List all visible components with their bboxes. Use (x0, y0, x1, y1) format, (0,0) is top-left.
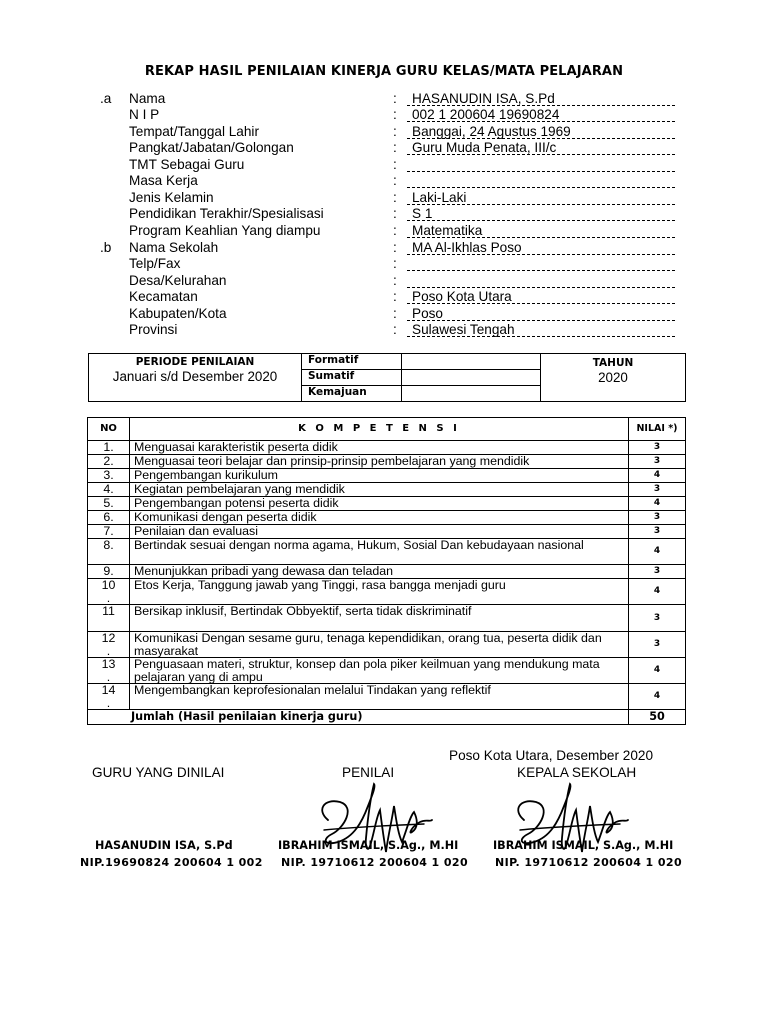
competency-no: 10 . (88, 579, 130, 605)
identity-colon: : (393, 107, 397, 122)
section-a-label: .a (100, 91, 112, 106)
competency-row (88, 441, 686, 455)
competency-name: Pengembangan kurikulum (130, 469, 629, 483)
period-value: Januari s/d Desember 2020 (112, 369, 278, 384)
identity-row (0, 289, 768, 305)
identity-colon: : (393, 190, 397, 205)
identity-colon: : (393, 240, 397, 255)
identity-colon: : (393, 206, 397, 221)
identity-row (0, 306, 768, 322)
assessor-name: IBRAHIM ISMAIL, S.Ag., M.HI (278, 839, 459, 852)
period-kemajuan-mark (402, 386, 541, 402)
competency-no: 14 . (88, 684, 130, 710)
period-formatif-mark (402, 354, 541, 370)
identity-row (0, 140, 768, 156)
identity-colon: : (393, 306, 397, 321)
competency-score: 3 (629, 511, 686, 525)
principal-role: KEPALA SEKOLAH (517, 765, 637, 780)
identity-row (0, 240, 768, 256)
competency-no: 9. (88, 565, 130, 579)
assessor-nip: NIP. 19710612 200604 1 020 (281, 856, 469, 869)
identity-label: Pendidikan Terakhir/Spesialisasi (129, 206, 324, 221)
period-type-formatif: Formatif (302, 354, 402, 370)
year-value: 2020 (598, 370, 628, 385)
identity-row (0, 322, 768, 338)
identity-value: Matematika (407, 223, 675, 238)
competency-name: Komunikasi Dengan sesame guru, tenaga kependidikan, orang tua, peserta didik dan masyarakat (130, 632, 629, 658)
competency-score: 4 (629, 579, 686, 605)
identity-value: MA Al-Ikhlas Poso (407, 240, 675, 255)
competency-row (88, 684, 686, 710)
competency-header-row (88, 418, 686, 441)
competency-no: 1. (88, 441, 130, 455)
identity-colon: : (393, 273, 397, 288)
competency-score: 4 (629, 469, 686, 483)
identity-label: Tempat/Tanggal Lahir (129, 124, 259, 139)
competency-score: 3 (629, 483, 686, 497)
competency-name: Menunjukkan pribadi yang dewasa dan teladan (130, 565, 629, 579)
identity-value (407, 273, 675, 288)
competency-score: 4 (629, 539, 686, 565)
header-score: NILAI *) (629, 418, 686, 441)
competency-score: 3 (629, 605, 686, 632)
competency-score: 3 (629, 565, 686, 579)
identity-label: Desa/Kelurahan (129, 273, 227, 288)
identity-row (0, 107, 768, 123)
identity-value: Guru Muda Penata, III/c (407, 140, 675, 155)
competency-name: Pengembangan potensi peserta didik (130, 497, 629, 511)
period-type-kemajuan: Kemajuan (302, 386, 402, 402)
header-no: NO (88, 418, 130, 441)
competency-score: 3 (629, 441, 686, 455)
competency-row (88, 483, 686, 497)
competency-name: Bertindak sesuai dengan norma agama, Hukum, Sosial Dan kebudayaan nasional (130, 539, 629, 565)
identity-row (0, 223, 768, 239)
identity-label: Jenis Kelamin (129, 190, 214, 205)
year-cell (541, 354, 686, 402)
identity-value (407, 157, 675, 172)
identity-colon: : (393, 157, 397, 172)
identity-label: Telp/Fax (129, 256, 181, 271)
identity-value: 002 1 200604 19690824 (407, 107, 675, 122)
competency-row (88, 539, 686, 565)
principal-nip: NIP. 19710612 200604 1 020 (495, 856, 683, 869)
identity-colon: : (393, 140, 397, 155)
competency-score: 3 (629, 632, 686, 658)
identity-colon: : (393, 289, 397, 304)
period-header: PERIODE PENILAIAN (135, 356, 255, 368)
identity-value: Poso Kota Utara (407, 289, 675, 304)
document-title: REKAP HASIL PENILAIAN KINERJA GURU KELAS/MATA PELAJARAN (144, 64, 624, 79)
identity-value: Banggai, 24 Agustus 1969 (407, 124, 675, 139)
identity-label: Kecamatan (129, 289, 198, 304)
competency-no: 8. (88, 539, 130, 565)
identity-value: HASANUDIN ISA, S.Pd (407, 91, 675, 106)
identity-label: Masa Kerja (129, 173, 198, 188)
identity-row (0, 190, 768, 206)
competency-score: 3 (629, 455, 686, 469)
competency-no: 7. (88, 525, 130, 539)
competency-name: Menguasai karakteristik peserta didik (130, 441, 629, 455)
identity-row (0, 273, 768, 289)
competency-row (88, 511, 686, 525)
competency-name: Kegiatan pembelajaran yang mendidik (130, 483, 629, 497)
period-cell (89, 354, 302, 402)
period-table (88, 353, 686, 402)
identity-label: Provinsi (129, 322, 178, 337)
identity-label: Pangkat/Jabatan/Golongan (129, 140, 294, 155)
identity-value (407, 256, 675, 271)
identity-row (0, 256, 768, 272)
identity-row (0, 91, 768, 107)
section-b-label: .b (100, 240, 112, 255)
competency-row (88, 579, 686, 605)
identity-colon: : (393, 256, 397, 271)
competency-no: 2. (88, 455, 130, 469)
competency-name: Menguasai teori belajar dan prinsip-prinsip pembelajaran yang mendidik (130, 455, 629, 469)
identity-colon: : (393, 91, 397, 106)
teacher-name: HASANUDIN ISA, S.Pd (95, 839, 233, 852)
total-row (88, 710, 686, 725)
identity-colon: : (393, 223, 397, 238)
competency-name: Komunikasi dengan peserta didik (130, 511, 629, 525)
identity-value: S 1 (407, 206, 675, 221)
identity-colon: : (393, 173, 397, 188)
period-type-sumatif: Sumatif (302, 370, 402, 386)
competency-name: Mengembangkan keprofesionalan melalui Tindakan yang reflektif (130, 684, 629, 710)
assessor-role: PENILAI (342, 765, 395, 780)
identity-row (0, 157, 768, 173)
competency-row (88, 497, 686, 511)
competency-no: 6. (88, 511, 130, 525)
identity-row (0, 173, 768, 189)
competency-name: Penilaian dan evaluasi (130, 525, 629, 539)
competency-row (88, 525, 686, 539)
identity-colon: : (393, 124, 397, 139)
identity-value: Laki-Laki (407, 190, 675, 205)
identity-row (0, 124, 768, 140)
competency-row (88, 658, 686, 684)
competency-row (88, 605, 686, 632)
identity-value: Sulawesi Tengah (407, 322, 675, 337)
identity-value (407, 173, 675, 188)
identity-label: Kabupaten/Kota (129, 306, 227, 321)
identity-row (0, 206, 768, 222)
competency-score: 4 (629, 658, 686, 684)
period-sumatif-mark (402, 370, 541, 386)
identity-colon: : (393, 322, 397, 337)
competency-row (88, 469, 686, 483)
teacher-nip: NIP.19690824 200604 1 002 (80, 856, 263, 869)
place-date: Poso Kota Utara, Desember 2020 (449, 748, 654, 763)
identity-label: Program Keahlian Yang diampu (129, 223, 321, 238)
competency-name: Bersikap inklusif, Bertindak Obbyektif, serta tidak diskriminatif (130, 605, 629, 632)
identity-value: Poso (407, 306, 675, 321)
identity-label: Nama (129, 91, 166, 106)
header-competency: K O M P E T E N S I (130, 418, 629, 441)
competency-no: 13 . (88, 658, 130, 684)
teacher-role: GURU YANG DINILAI (92, 765, 225, 780)
total-label: Jumlah (Hasil penilaian kinerja guru) (88, 710, 629, 725)
identity-label: TMT Sebagai Guru (129, 157, 245, 172)
competency-no: 3. (88, 469, 130, 483)
competency-no: 5. (88, 497, 130, 511)
competency-no: 12 . (88, 632, 130, 658)
competency-name: Etos Kerja, Tanggung jawab yang Tinggi, rasa bangga menjadi guru (130, 579, 629, 605)
year-header: TAHUN (592, 357, 634, 369)
competency-score: 3 (629, 525, 686, 539)
competency-score: 4 (629, 684, 686, 710)
competency-row (88, 632, 686, 658)
competency-row (88, 455, 686, 469)
total-score: 50 (629, 710, 686, 725)
identity-label: N I P (129, 107, 160, 122)
competency-table (87, 417, 686, 725)
identity-label: Nama Sekolah (129, 240, 219, 255)
competency-no: 11 (88, 605, 130, 632)
competency-row (88, 565, 686, 579)
principal-name: IBRAHIM ISMAIL, S.Ag., M.HI (493, 839, 674, 852)
competency-name: Penguasaan materi, struktur, konsep dan pola piker keilmuan yang mendukung mata pelajaran yang di ampu (130, 658, 629, 684)
competency-no: 4. (88, 483, 130, 497)
competency-score: 4 (629, 497, 686, 511)
